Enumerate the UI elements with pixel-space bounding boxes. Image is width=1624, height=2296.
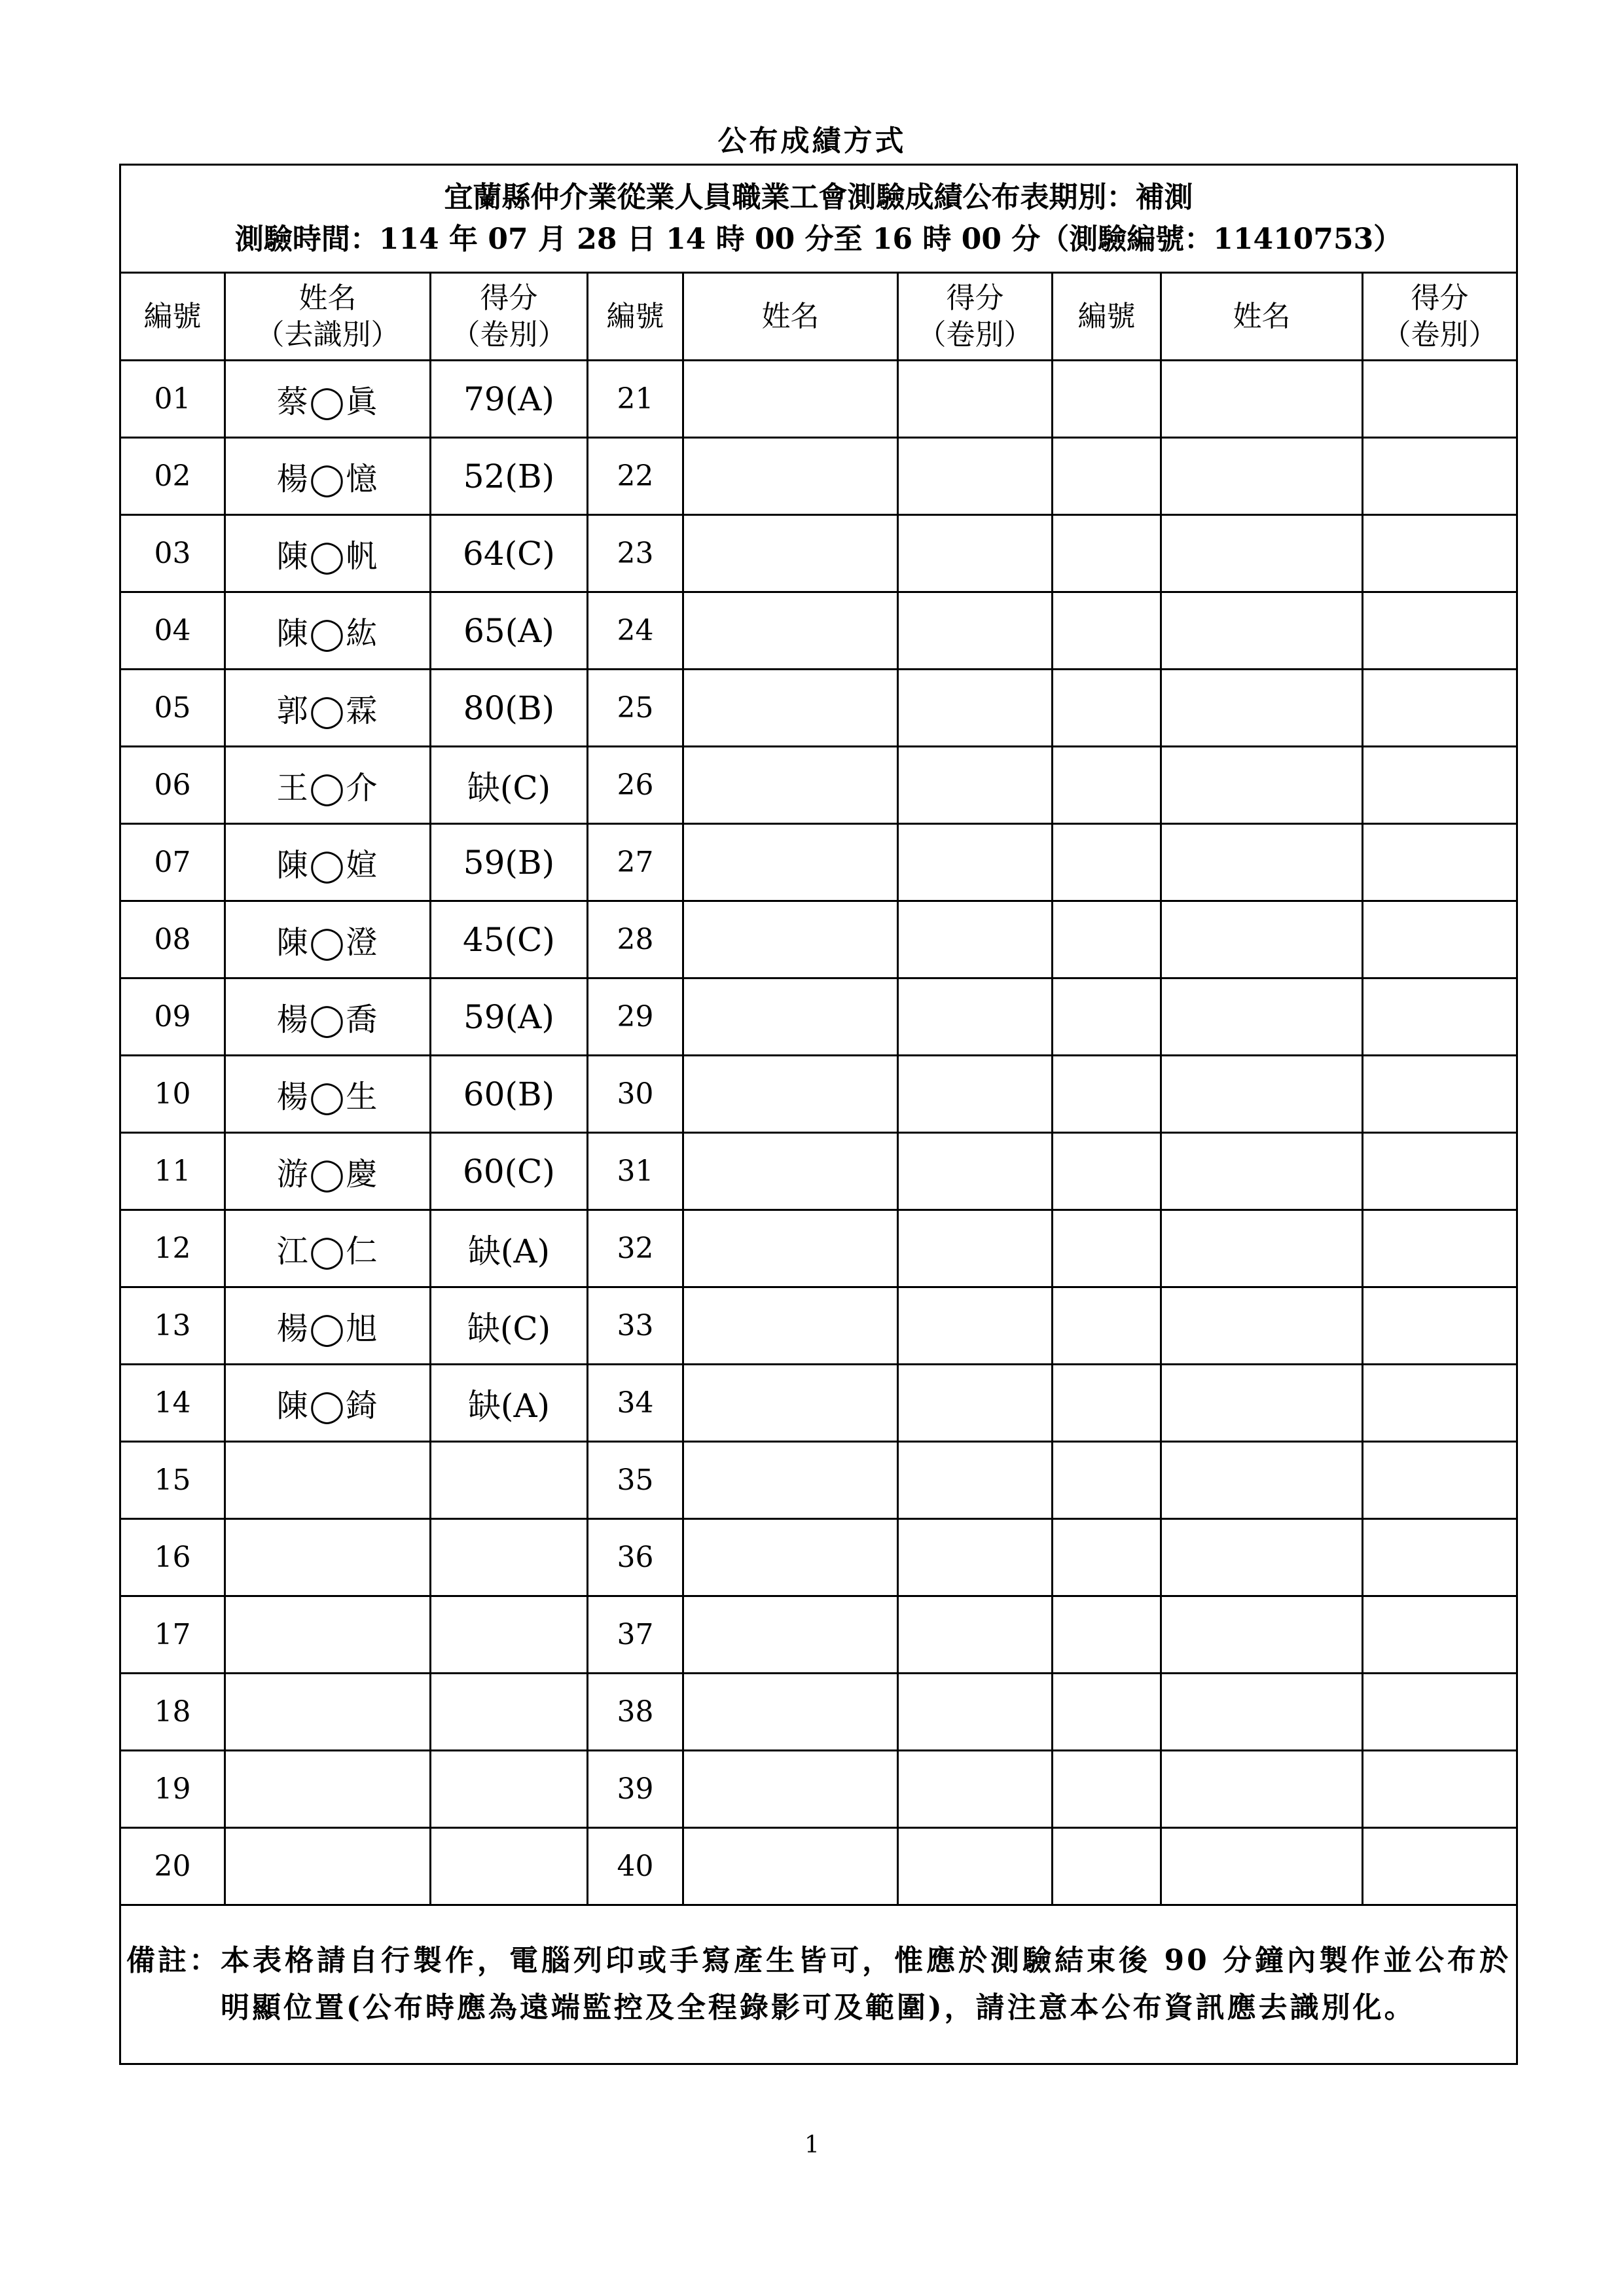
row-name: 陳◯紘	[225, 592, 431, 670]
row-name-2	[683, 515, 898, 592]
row-name-2	[683, 1365, 898, 1442]
row-score-3	[1363, 1519, 1517, 1596]
row-score-3	[1363, 1828, 1517, 1905]
table-row	[120, 824, 1517, 901]
row-score-2	[898, 1442, 1053, 1519]
row-score-2	[898, 1519, 1053, 1596]
row-number: 12	[120, 1210, 225, 1287]
row-name-3	[1161, 1287, 1363, 1365]
row-score-3	[1363, 747, 1517, 824]
row-number-3	[1053, 747, 1161, 824]
row-name-3	[1161, 592, 1363, 670]
row-name-3	[1161, 1442, 1363, 1519]
col-header-no-2: 編號	[588, 273, 683, 361]
col-header-name-3: 姓名	[1161, 273, 1363, 361]
row-name-2	[683, 1596, 898, 1674]
col-header-score: 得分 （卷別）	[431, 273, 588, 361]
row-score-2	[898, 1751, 1053, 1828]
table-row	[120, 901, 1517, 978]
row-name	[225, 1751, 431, 1828]
row-score-2	[898, 670, 1053, 747]
row-score-3	[1363, 670, 1517, 747]
row-number-3	[1053, 901, 1161, 978]
row-score-2	[898, 438, 1053, 515]
row-number: 15	[120, 1442, 225, 1519]
table-row	[120, 747, 1517, 824]
row-name-2	[683, 747, 898, 824]
row-name-2	[683, 361, 898, 438]
row-name-2	[683, 1751, 898, 1828]
table-heading	[120, 165, 1517, 273]
col-header-no: 編號	[120, 273, 225, 361]
row-name-2	[683, 978, 898, 1056]
table-row	[120, 978, 1517, 1056]
row-number-2: 38	[588, 1674, 683, 1751]
row-score-3	[1363, 1596, 1517, 1674]
row-score-2	[898, 747, 1053, 824]
row-number-3	[1053, 1828, 1161, 1905]
row-score: 60(B)	[431, 1056, 588, 1133]
row-score-2	[898, 1210, 1053, 1287]
col-header-name-deid: 姓名 （去識別）	[225, 273, 431, 361]
row-name-2	[683, 1210, 898, 1287]
row-score-3	[1363, 1365, 1517, 1442]
row-score	[431, 1828, 588, 1905]
row-name-2	[683, 901, 898, 978]
row-score	[431, 1442, 588, 1519]
col-header-score-2: 得分 （卷別）	[898, 273, 1053, 361]
row-number: 18	[120, 1674, 225, 1751]
row-score-3	[1363, 515, 1517, 592]
row-number-2: 35	[588, 1442, 683, 1519]
row-number: 11	[120, 1133, 225, 1210]
row-name-2	[683, 1519, 898, 1596]
row-name: 陳◯澄	[225, 901, 431, 978]
row-name: 陳◯媗	[225, 824, 431, 901]
row-number-2: 39	[588, 1751, 683, 1828]
row-number-3	[1053, 1210, 1161, 1287]
row-number: 06	[120, 747, 225, 824]
row-name: 楊◯喬	[225, 978, 431, 1056]
row-number: 09	[120, 978, 225, 1056]
table-row	[120, 1056, 1517, 1133]
row-number-2: 36	[588, 1519, 683, 1596]
row-score: 缺(C)	[431, 1287, 588, 1365]
row-name: 王◯介	[225, 747, 431, 824]
row-name-3	[1161, 438, 1363, 515]
row-number: 13	[120, 1287, 225, 1365]
row-number-3	[1053, 1056, 1161, 1133]
row-score-3	[1363, 1287, 1517, 1365]
row-name-2	[683, 1828, 898, 1905]
row-name: 游◯慶	[225, 1133, 431, 1210]
row-score-3	[1363, 824, 1517, 901]
row-number-3	[1053, 1519, 1161, 1596]
row-number-2: 23	[588, 515, 683, 592]
row-number-2: 27	[588, 824, 683, 901]
row-number-3	[1053, 978, 1161, 1056]
note-text: 本表格請自行製作，電腦列印或手寫產生皆可，惟應於測驗結束後 90 分鐘內製作並公布於明顯位置(公布時應為遠端監控及全程錄影可及範圍)，請注意本公布資訊應去識別化。	[221, 1944, 1511, 2024]
row-score-3	[1363, 901, 1517, 978]
row-name-2	[683, 592, 898, 670]
row-score: 79(A)	[431, 361, 588, 438]
row-score-2	[898, 515, 1053, 592]
row-name: 郭◯霖	[225, 670, 431, 747]
row-score: 缺(C)	[431, 747, 588, 824]
row-number-2: 21	[588, 361, 683, 438]
row-number: 14	[120, 1365, 225, 1442]
col-header-score-3: 得分 （卷別）	[1363, 273, 1517, 361]
row-name-3	[1161, 1751, 1363, 1828]
page-title: 公布成績方式	[717, 124, 907, 158]
row-number-3	[1053, 1596, 1161, 1674]
row-number-2: 33	[588, 1287, 683, 1365]
row-score: 65(A)	[431, 592, 588, 670]
row-score-3	[1363, 978, 1517, 1056]
row-score-3	[1363, 1133, 1517, 1210]
row-number: 20	[120, 1828, 225, 1905]
row-name: 楊◯憶	[225, 438, 431, 515]
row-number-3	[1053, 1133, 1161, 1210]
note-label: 備註：	[126, 1944, 221, 1977]
note-row	[120, 1905, 1517, 2064]
row-score-2	[898, 1133, 1053, 1210]
row-score: 52(B)	[431, 438, 588, 515]
row-name: 陳◯帆	[225, 515, 431, 592]
row-score-2	[898, 1596, 1053, 1674]
row-name-3	[1161, 1519, 1363, 1596]
row-name-3	[1161, 515, 1363, 592]
row-number-2: 34	[588, 1365, 683, 1442]
row-number-3	[1053, 1287, 1161, 1365]
row-number: 05	[120, 670, 225, 747]
row-name-2	[683, 1056, 898, 1133]
row-number-3	[1053, 1674, 1161, 1751]
row-number-3	[1053, 1751, 1161, 1828]
row-number: 16	[120, 1519, 225, 1596]
row-name-3	[1161, 1056, 1363, 1133]
note-cell	[120, 1905, 1517, 2064]
row-name-2	[683, 1287, 898, 1365]
row-score-3	[1363, 1751, 1517, 1828]
row-number-2: 30	[588, 1056, 683, 1133]
row-score-3	[1363, 438, 1517, 515]
row-score: 64(C)	[431, 515, 588, 592]
row-name-3	[1161, 1210, 1363, 1287]
row-name: 楊◯生	[225, 1056, 431, 1133]
row-number-3	[1053, 1442, 1161, 1519]
row-number: 02	[120, 438, 225, 515]
row-score-2	[898, 1674, 1053, 1751]
row-name-3	[1161, 1365, 1363, 1442]
row-number: 04	[120, 592, 225, 670]
table-row	[120, 1674, 1517, 1751]
score-table	[119, 164, 1518, 2065]
table-row	[120, 438, 1517, 515]
row-score-3	[1363, 1674, 1517, 1751]
row-score-2	[898, 1056, 1053, 1133]
row-number: 19	[120, 1751, 225, 1828]
table-row	[120, 1287, 1517, 1365]
row-score-2	[898, 978, 1053, 1056]
row-number-2: 31	[588, 1133, 683, 1210]
col-header-name-2: 姓名	[683, 273, 898, 361]
row-score-2	[898, 1287, 1053, 1365]
row-number-2: 37	[588, 1596, 683, 1674]
table-row	[120, 515, 1517, 592]
row-number-2: 25	[588, 670, 683, 747]
row-name-3	[1161, 670, 1363, 747]
row-name-2	[683, 824, 898, 901]
row-score	[431, 1519, 588, 1596]
row-number: 07	[120, 824, 225, 901]
table-row	[120, 361, 1517, 438]
row-name-2	[683, 1674, 898, 1751]
row-name-2	[683, 1133, 898, 1210]
row-score-3	[1363, 1210, 1517, 1287]
row-score	[431, 1751, 588, 1828]
row-score: 缺(A)	[431, 1365, 588, 1442]
row-number: 08	[120, 901, 225, 978]
row-score-2	[898, 901, 1053, 978]
row-name-3	[1161, 978, 1363, 1056]
col-header-no-3: 編號	[1053, 273, 1161, 361]
row-number-2: 40	[588, 1828, 683, 1905]
row-name-2	[683, 1442, 898, 1519]
row-number-2: 24	[588, 592, 683, 670]
row-score-2	[898, 1365, 1053, 1442]
row-score-2	[898, 592, 1053, 670]
row-number: 10	[120, 1056, 225, 1133]
table-row	[120, 1365, 1517, 1442]
heading-line-1: 宜蘭縣仲介業從業人員職業工會測驗成績公布表期別：補測	[444, 181, 1193, 214]
row-name: 陳◯錡	[225, 1365, 431, 1442]
row-name	[225, 1519, 431, 1596]
table-row	[120, 1596, 1517, 1674]
row-number-3	[1053, 824, 1161, 901]
row-score	[431, 1674, 588, 1751]
row-number-2: 26	[588, 747, 683, 824]
row-score: 45(C)	[431, 901, 588, 978]
row-score-2	[898, 1828, 1053, 1905]
row-score	[431, 1596, 588, 1674]
row-number-3	[1053, 361, 1161, 438]
row-number-3	[1053, 670, 1161, 747]
row-name: 楊◯旭	[225, 1287, 431, 1365]
row-number: 01	[120, 361, 225, 438]
table-row	[120, 1828, 1517, 1905]
row-score-2	[898, 824, 1053, 901]
row-name-3	[1161, 747, 1363, 824]
row-name: 江◯仁	[225, 1210, 431, 1287]
row-name-3	[1161, 824, 1363, 901]
row-score: 59(B)	[431, 824, 588, 901]
table-header-row	[120, 165, 1517, 273]
table-row	[120, 670, 1517, 747]
table-row	[120, 1133, 1517, 1210]
row-score: 缺(A)	[431, 1210, 588, 1287]
row-number-2: 29	[588, 978, 683, 1056]
row-name	[225, 1596, 431, 1674]
row-name-3	[1161, 901, 1363, 978]
row-number: 03	[120, 515, 225, 592]
row-name-2	[683, 670, 898, 747]
row-name-3	[1161, 1596, 1363, 1674]
row-score-3	[1363, 592, 1517, 670]
row-score-2	[898, 361, 1053, 438]
row-score-3	[1363, 1442, 1517, 1519]
row-name	[225, 1828, 431, 1905]
row-score: 60(C)	[431, 1133, 588, 1210]
table-row	[120, 1751, 1517, 1828]
row-number-3	[1053, 438, 1161, 515]
heading-line-2: 測驗時間：114 年 07 月 28 日 14 時 00 分至 16 時 00 分（測驗編號：11410753）	[234, 223, 1403, 256]
row-number-2: 28	[588, 901, 683, 978]
row-name	[225, 1674, 431, 1751]
row-name-2	[683, 438, 898, 515]
row-number-2: 32	[588, 1210, 683, 1287]
row-number-2: 22	[588, 438, 683, 515]
column-header-row	[120, 273, 1517, 361]
row-score: 80(B)	[431, 670, 588, 747]
row-score: 59(A)	[431, 978, 588, 1056]
row-name-3	[1161, 1674, 1363, 1751]
row-number-3	[1053, 515, 1161, 592]
row-number-3	[1053, 592, 1161, 670]
table-row	[120, 1210, 1517, 1287]
table-row	[120, 592, 1517, 670]
row-number-3	[1053, 1365, 1161, 1442]
table-row	[120, 1442, 1517, 1519]
row-name: 蔡◯眞	[225, 361, 431, 438]
table-row	[120, 1519, 1517, 1596]
row-name-3	[1161, 1828, 1363, 1905]
row-score-3	[1363, 1056, 1517, 1133]
row-name-3	[1161, 361, 1363, 438]
row-number: 17	[120, 1596, 225, 1674]
row-score-3	[1363, 361, 1517, 438]
row-name-3	[1161, 1133, 1363, 1210]
page-number: 1	[804, 2132, 820, 2159]
row-name	[225, 1442, 431, 1519]
